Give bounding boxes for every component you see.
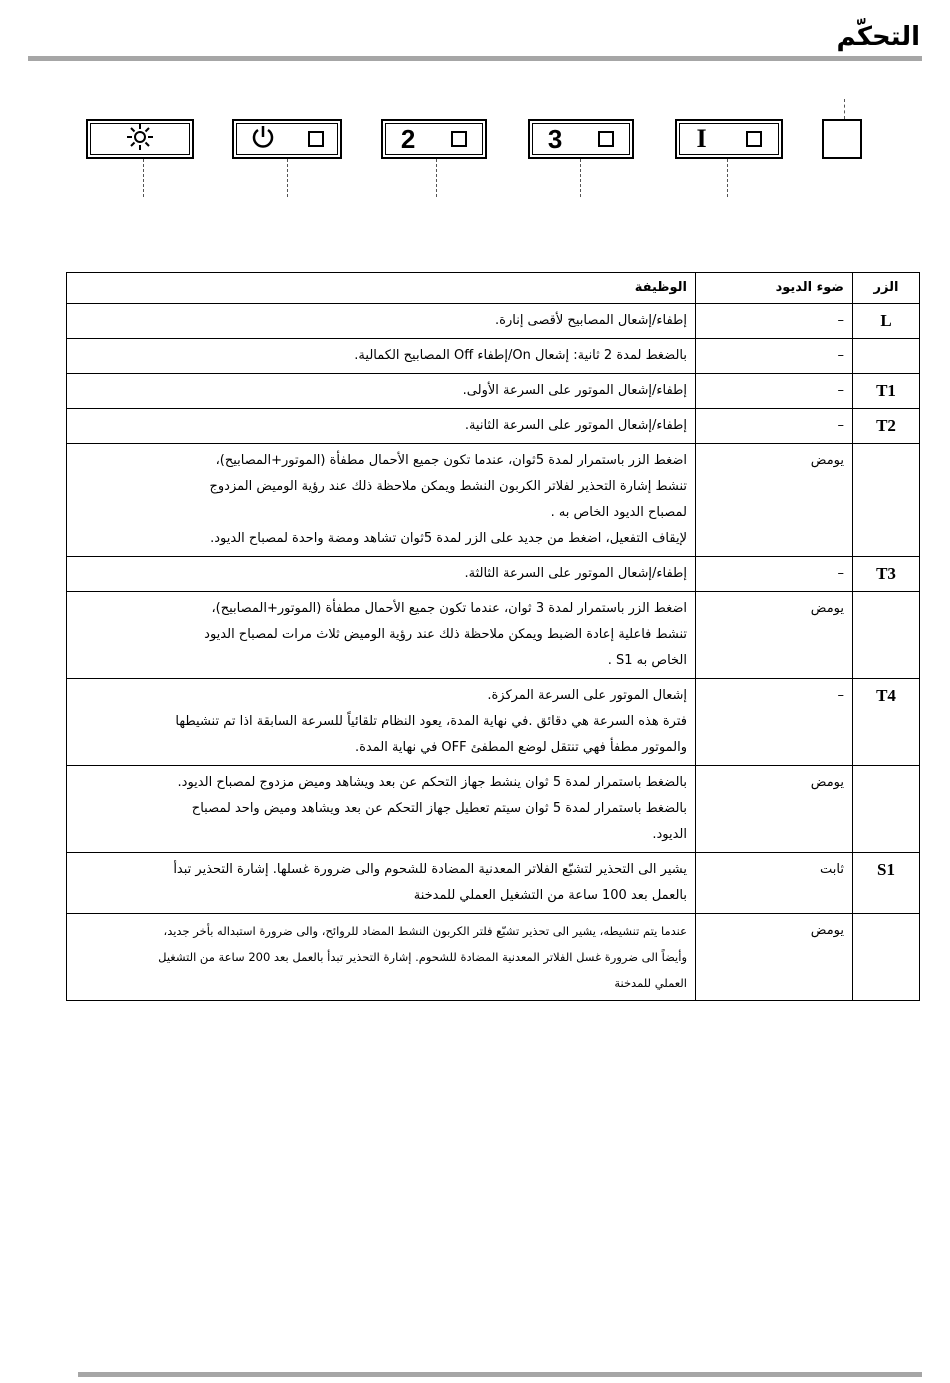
row-function: إطفاء/إشعال الموتور على السرعة الثانية. (67, 409, 696, 444)
led-indicator (451, 131, 467, 147)
table-row (67, 339, 920, 374)
row-function: عندما يتم تنشيطه، يشير الى تحذير تشبّع فلتر الكربون النشط المضاد للروائح، والى ضرورة استبداله بأخر جديد، وأيضاً الى ضرورة غسل الفلاتر المعدنية المضادة للشحوم. إشارة التحذير تبدأ بالعمل بعد 200 ساعة من التشغيل العملي للمدخنة (67, 914, 696, 1001)
header-divider (28, 56, 922, 61)
row-key: T3 (853, 557, 920, 592)
header-key: الزر (853, 273, 920, 304)
row-key: S1 (853, 853, 920, 914)
row-key: T1 (853, 374, 920, 409)
table-row (67, 409, 920, 444)
leader-line (844, 99, 845, 119)
led-indicator (746, 131, 762, 147)
row-led: – (696, 339, 853, 374)
speed-3-label: 3 (547, 124, 563, 154)
row-led: يومض (696, 766, 853, 853)
row-led: – (696, 679, 853, 766)
led-indicator (598, 131, 614, 147)
row-function: بالضغط لمدة 2 ثانية: إشعال On/إطفاء Off المصابيح الكمالية. (67, 339, 696, 374)
row-led: يومض (696, 914, 853, 1001)
row-function: بالضغط باستمرار لمدة 5 ثوان ينشط جهاز التحكم عن بعد ويشاهد وميض مزدوج لمصباح الديود. بالضغط باستمرار لمدة 5 ثوان سيتم تعطيل جهاز التحكم عن بعد ويشاهد وميض واحد لمصباح الديود. (67, 766, 696, 853)
row-key (853, 444, 920, 557)
table-row (67, 766, 920, 853)
table-row (67, 679, 920, 766)
row-key: T2 (853, 409, 920, 444)
page-title: التحكّم (836, 22, 920, 52)
table-row (67, 374, 920, 409)
leader-line (287, 159, 288, 197)
row-key (853, 766, 920, 853)
leader-line (727, 159, 728, 197)
table-row (67, 592, 920, 679)
speed-1-label: I (696, 124, 707, 153)
light-icon (126, 123, 154, 155)
row-led: – (696, 557, 853, 592)
header-function: الوظيفة (67, 273, 696, 304)
row-key (853, 339, 920, 374)
table-row (67, 853, 920, 914)
row-function: إطفاء/إشعال المصابيح لأقصى إنارة. (67, 304, 696, 339)
row-led: – (696, 409, 853, 444)
power-icon (250, 124, 276, 154)
row-function: اضغط الزر باستمرار لمدة 3 ثوان، عندما تكون جميع الأحمال مطفأة (الموتور+المصابيح)، تنشط فاعلية إعادة الضبط ويمكن ملاحظة ذلك عند رؤية الوميض ثلاث مرات لمصباح الديود الخاص به S1 . (67, 592, 696, 679)
row-function: يشير الى التحذير لتشبّع الفلاتر المعدنية المضادة للشحوم والى ضرورة غسلها. إشارة التحذير تبدأ بالعمل بعد 100 ساعة من التشغيل العملي للمدخنة (67, 853, 696, 914)
row-led: يومض (696, 592, 853, 679)
control-panel-diagram (0, 95, 950, 205)
row-led: – (696, 304, 853, 339)
led-indicator (308, 131, 324, 147)
header-led: ضوء الديود (696, 273, 853, 304)
function-table (66, 272, 920, 1001)
row-led: ثابت (696, 853, 853, 914)
row-function: إطفاء/إشعال الموتور على السرعة الثالثة. (67, 557, 696, 592)
speed-1-button[interactable] (675, 119, 783, 159)
indicator-box (822, 119, 862, 159)
speed-2-label: 2 (400, 124, 416, 154)
row-key: L (853, 304, 920, 339)
row-led: يومض (696, 444, 853, 557)
table-row (67, 914, 920, 1001)
table-row (67, 444, 920, 557)
power-button[interactable] (232, 119, 342, 159)
light-button[interactable] (86, 119, 194, 159)
row-key: T4 (853, 679, 920, 766)
table-row (67, 304, 920, 339)
row-function: اضغط الزر باستمرار لمدة 5ثوان، عندما تكون جميع الأحمال مطفأة (الموتور+المصابيح)، تنشط إشارة التحذير لفلاتر الكربون النشط ويمكن ملاحظة ذلك عند رؤية الوميض المزدوج لمصباح الديود الخاص به . لإيقاف التفعيل، اضغط من جديد على الزر لمدة 5ثوان تشاهد ومضة واحدة لمصباح الديود. (67, 444, 696, 557)
footer-divider (78, 1372, 922, 1377)
row-function: إطفاء/إشعال الموتور على السرعة الأولى. (67, 374, 696, 409)
table-row (67, 557, 920, 592)
row-function: إشعال الموتور على السرعة المركزة. فترة هذه السرعة هي دقائق .في نهاية المدة، يعود النظام تلقائياً للسرعة السابقة اذا تم تنشيطها والموتور مطفأ فهي تنتقل لوضع المطفئ OFF في نهاية المدة. (67, 679, 696, 766)
row-key (853, 592, 920, 679)
leader-line (580, 159, 581, 197)
speed-2-button[interactable] (381, 119, 487, 159)
row-led: – (696, 374, 853, 409)
leader-line (436, 159, 437, 197)
row-key (853, 914, 920, 1001)
leader-line (143, 159, 144, 197)
table-header-row (67, 273, 920, 304)
speed-3-button[interactable] (528, 119, 634, 159)
